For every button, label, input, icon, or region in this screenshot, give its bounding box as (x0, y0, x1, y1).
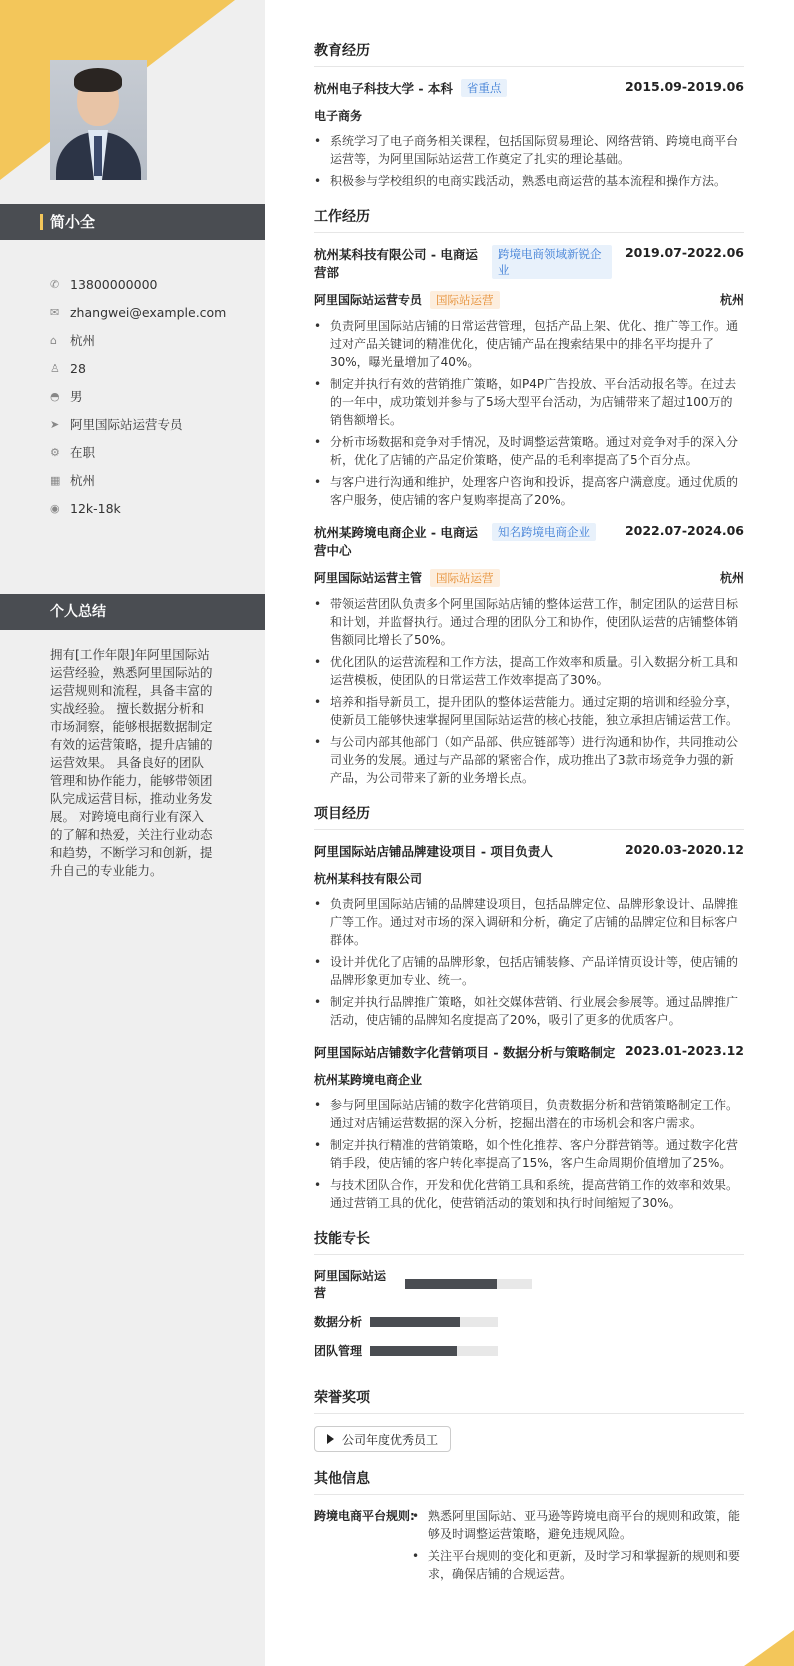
age-icon: ♙ (50, 361, 60, 375)
name-banner (0, 204, 265, 240)
other-label: 跨境电商平台规则: (314, 1509, 415, 1523)
section-title: 工作经历 (314, 206, 744, 233)
bullet-list (314, 895, 744, 1029)
summary-text: 拥有[工作年限]年阿里国际站运营经验，熟悉阿里国际站的运营规则和流程，具备丰富的实战经验。 擅长数据分析和市场洞察，能够根据数据制定有效的运营策略，提升店铺的运营效果。 具备良好的团队管理和协作能力，能够带领团队完成运营目标，推动业务发展。 对跨境电商行业有深入的了解和热爱，关注行业动态和趋势，不断学习和创新，提升自己的专业能力。 (50, 647, 213, 878)
skills-section (314, 1228, 744, 1371)
date-range: 2020.03-2020.12 (624, 842, 744, 857)
skill-level-fill (405, 1279, 496, 1289)
award-item[interactable]: 公司年度优秀员工 (314, 1426, 451, 1452)
list-item: • 制定并执行有效的营销推广策略，如P4P广告投放、平台活动报名等。在过去的一年中，成功策划并参与了5场大型平台活动，为店铺带来了超过100万的销售额增长。 (314, 375, 744, 429)
work-section (314, 206, 744, 787)
major: 电子商务 (314, 109, 363, 123)
bullet-list (314, 1096, 744, 1212)
section-title: 技能专长 (314, 1228, 744, 1255)
list-item: • 负责阿里国际站店铺的日常运营管理，包括产品上架、优化、推广等工作。通过对产品关键词的精准优化，使店铺产品在搜索结果中的排名平均提升了30%，曝光量增加了40%。 (314, 317, 744, 371)
play-icon (327, 1434, 334, 1444)
other-section (314, 1468, 744, 1587)
coin-icon: ◉ (50, 501, 60, 515)
profile-name: 简小全 (50, 213, 96, 231)
section-title: 项目经历 (314, 803, 744, 830)
list-item: • 与客户进行沟通和维护，处理客户咨询和投诉，提高客户满意度。通过优质的客户服务，使店铺的客户复购率提高了20%。 (314, 473, 744, 509)
contact-text: 在职 (70, 445, 96, 460)
skill-name: 数据分析 (314, 1315, 363, 1329)
bullet-list (412, 1507, 744, 1587)
list-item: • 与公司内部其他部门（如产品部、供应链部等）进行沟通和协作，共同推动公司业务的发展。通过与产品部的紧密合作，成功推出了3款市场竞争力强的新产品，为公司带来了新的业务增长点。 (314, 733, 744, 787)
list-item: • 积极参与学校组织的电商实践活动，熟悉电商运营的基本流程和操作方法。 (314, 172, 744, 190)
skill-level-fill (370, 1317, 460, 1327)
avatar (50, 60, 147, 180)
bullet-list (314, 132, 744, 190)
decorative-corner-bottom-right (744, 1630, 794, 1666)
contact-item (50, 382, 260, 410)
company-tag: 跨境电商领域新锐企业 (492, 245, 612, 279)
projects-section (314, 803, 744, 1212)
contact-text: 阿里国际站运营专员 (70, 417, 183, 432)
contact-item (50, 438, 260, 466)
company-tag: 知名跨境电商企业 (492, 523, 596, 541)
home-icon: ⌂ (50, 333, 57, 347)
honors-section (314, 1387, 744, 1452)
list-item: • 熟悉阿里国际站、亚马逊等跨境电商平台的规则和政策，能够及时调整运营策略，避免违规风险。 (412, 1507, 744, 1543)
school-name: 杭州电子科技大学 - 本科 (314, 81, 453, 96)
list-item: • 负责阿里国际站店铺的品牌建设项目，包括品牌定位、品牌形象设计、品牌推广等工作。通过对市场的深入调研和分析，确定了店铺的品牌定位和目标客户群体。 (314, 895, 744, 949)
company-name: 杭州某跨境电商企业 - 电商运营中心 (314, 525, 478, 558)
skill-item (314, 1267, 532, 1301)
list-item: • 系统学习了电子商务相关课程，包括国际贸易理论、网络营销、跨境电商平台运营等，为阿里国际站运营工作奠定了扎实的理论基础。 (314, 132, 744, 168)
job-city: 杭州 (719, 571, 744, 585)
education-section (314, 40, 744, 190)
date-range: 2019.07-2022.06 (624, 245, 744, 260)
date-range: 2015.09-2019.06 (624, 79, 744, 94)
section-title: 教育经历 (314, 40, 744, 67)
bullet-list (314, 317, 744, 509)
list-item: • 培养和指导新员工，提升团队的整体运营能力。通过定期的培训和经验分享，使新员工能够快速掌握阿里国际站运营的核心技能，独立承担店铺运营工作。 (314, 693, 744, 729)
main-content (314, 40, 744, 1603)
school-tag: 省重点 (461, 79, 508, 97)
project-entry (314, 842, 744, 1029)
sidebar (0, 0, 265, 1666)
contact-text: 28 (70, 360, 86, 376)
mail-icon: ✉ (50, 305, 60, 319)
phone-icon: ✆ (50, 277, 60, 291)
contact-item (50, 410, 260, 438)
contact-item (50, 298, 260, 326)
contact-item (50, 466, 260, 494)
project-entry (314, 1043, 744, 1212)
list-item: • 关注平台规则的变化和更新，及时学习和掌握新的规则和要求，确保店铺的合规运营。 (412, 1547, 744, 1583)
job-entry (314, 245, 744, 509)
list-item: • 参与阿里国际站店铺的数字化营销项目，负责数据分析和营销策略制定工作。通过对店铺运营数据的深入分析，挖掘出潜在的市场机会和客户需求。 (314, 1096, 744, 1132)
position-title: 阿里国际站运营主管 (314, 571, 423, 585)
other-info (314, 1507, 744, 1587)
list-item: • 优化团队的运营流程和工作方法，提高工作效率和质量。引入数据分析工具和运营模板，使团队的日常运营工作效率提高了30%。 (314, 653, 744, 689)
skill-item (314, 1313, 532, 1330)
project-name: 阿里国际站店铺品牌建设项目 - 项目负责人 (314, 844, 553, 859)
skill-item (314, 1342, 532, 1359)
gender-icon: ◓ (50, 389, 60, 403)
position-tag: 国际站运营 (430, 569, 500, 587)
contact-item (50, 270, 260, 298)
contact-text: 男 (70, 389, 83, 404)
position-title: 阿里国际站运营专员 (314, 293, 423, 307)
list-item: • 制定并执行精准的营销策略，如个性化推荐、客户分群营销等。通过数字化营销手段，使店铺的客户转化率提高了15%，客户生命周期价值增加了25%。 (314, 1136, 744, 1172)
company-name: 杭州某科技有限公司 - 电商运营部 (314, 247, 478, 280)
contact-item (50, 494, 260, 522)
contact-text: 杭州 (70, 473, 96, 488)
contact-text: zhangwei@example.com (70, 304, 227, 320)
skill-level-bar (370, 1346, 498, 1356)
skill-level-bar (370, 1317, 498, 1327)
list-item: • 与技术团队合作，开发和优化营销工具和系统，提高营销工作的效率和效果。通过营销工具的优化，使营销活动的策划和执行时间缩短了30%。 (314, 1176, 744, 1212)
date-range: 2023.01-2023.12 (624, 1043, 744, 1058)
list-item: • 制定并执行品牌推广策略，如社交媒体营销、行业展会参展等。通过品牌推广活动，使店铺的品牌知名度提高了20%，吸引了更多的优质客户。 (314, 993, 744, 1029)
date-range: 2022.07-2024.06 (624, 523, 744, 538)
list-item: • 带领运营团队负责多个阿里国际站店铺的整体运营工作，制定团队的运营目标和计划，并监督执行。通过合理的团队分工和协作，使团队运营的店铺整体销售额同比增长了50%。 (314, 595, 744, 649)
education-entry (314, 79, 744, 190)
contact-text: 13800000000 (70, 276, 158, 292)
skill-level-fill (370, 1346, 457, 1356)
contact-text: 12k-18k (70, 500, 121, 516)
list-item: • 分析市场数据和竞争对手情况，及时调整运营策略。通过对竞争对手的深入分析，优化了店铺的产品定价策略，使产品的毛利率提高了5个百分点。 (314, 433, 744, 469)
bullet-list (314, 595, 744, 787)
contact-list (50, 270, 260, 522)
job-entry (314, 523, 744, 787)
skill-level-bar (405, 1279, 532, 1289)
contact-item (50, 326, 260, 354)
section-title: 荣誉奖项 (314, 1387, 744, 1414)
job-city: 杭州 (719, 293, 744, 307)
project-org: 杭州某跨境电商企业 (314, 1073, 423, 1087)
contact-item (50, 354, 260, 382)
project-org: 杭州某科技有限公司 (314, 872, 423, 886)
building-icon: ▦ (50, 473, 61, 487)
send-icon: ➤ (50, 417, 60, 431)
position-tag: 国际站运营 (430, 291, 500, 309)
summary-heading: 个人总结 (0, 594, 265, 630)
gear-icon: ⚙ (50, 445, 60, 459)
contact-text: 杭州 (70, 333, 96, 348)
section-title: 其他信息 (314, 1468, 744, 1495)
skill-name: 团队管理 (314, 1344, 363, 1358)
list-item: • 设计并优化了店铺的品牌形象，包括店铺装修、产品详情页设计等，使店铺的品牌形象更加专业、统一。 (314, 953, 744, 989)
skill-name: 阿里国际站运营 (314, 1269, 387, 1300)
project-name: 阿里国际站店铺数字化营销项目 - 数据分析与策略制定 (314, 1045, 616, 1060)
